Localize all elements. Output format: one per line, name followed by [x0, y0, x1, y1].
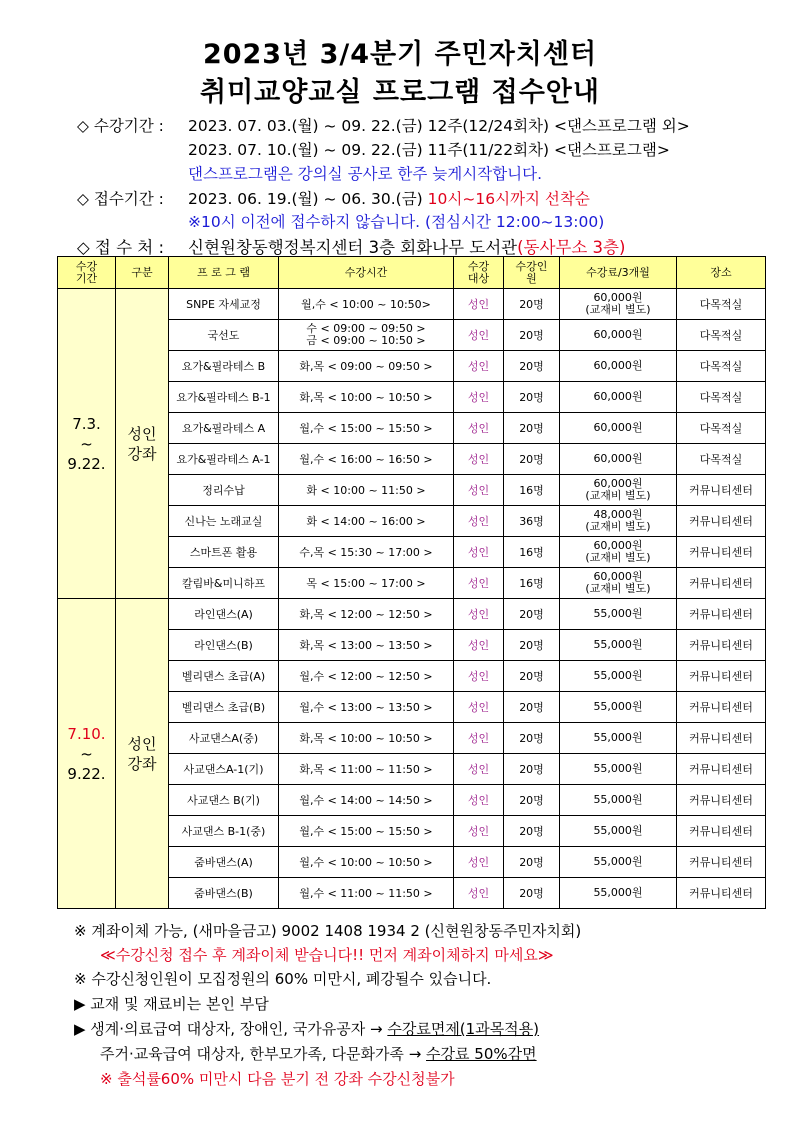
place-cell: 커뮤니티센터	[677, 816, 766, 847]
count-cell: 20명	[504, 444, 560, 475]
target-cell: 성인	[454, 475, 504, 506]
fee-cell: 55,000원	[560, 723, 677, 754]
program-name-cell: SNPE 자세교정	[169, 289, 279, 320]
time-cell: 목 < 15:00 ~ 17:00 >	[279, 568, 454, 599]
target-cell: 성인	[454, 568, 504, 599]
place-cell: 다목적실	[677, 444, 766, 475]
fee-cell: 48,000원 (교재비 별도)	[560, 506, 677, 537]
note-discount	[100, 1043, 537, 1064]
count-cell: 20명	[504, 630, 560, 661]
program-name-cell: 벨리댄스 초급(A)	[169, 661, 279, 692]
place-cell: 다목적실	[677, 413, 766, 444]
place-cell: 다목적실	[677, 320, 766, 351]
fee-cell: 55,000원	[560, 847, 677, 878]
count-cell: 20명	[504, 878, 560, 909]
period-start: 7.10.	[67, 724, 106, 743]
target-cell: 성인	[454, 630, 504, 661]
table-row	[58, 599, 766, 630]
fee-cell: 60,000원 (교재비 별도)	[560, 537, 677, 568]
place-cell: 커뮤니티센터	[677, 785, 766, 816]
fee-cell: 55,000원	[560, 630, 677, 661]
program-name-cell: 라인댄스(B)	[169, 630, 279, 661]
place-cell: 커뮤니티센터	[677, 568, 766, 599]
place-cell: 커뮤니티센터	[677, 630, 766, 661]
place-cell: 커뮤니티센터	[677, 692, 766, 723]
place-cell: 커뮤니티센터	[677, 878, 766, 909]
fee-cell: 55,000원	[560, 599, 677, 630]
count-cell: 16명	[504, 475, 560, 506]
place-cell: 다목적실	[677, 382, 766, 413]
period-note: 댄스프로그램은 강의실 공사로 한주 늦게시작합니다.	[188, 165, 543, 183]
time-cell: 월,수 < 13:00 ~ 13:50 >	[279, 692, 454, 723]
header-time: 수강시간	[279, 257, 454, 289]
program-name-cell: 사교댄스A(중)	[169, 723, 279, 754]
time-cell: 월,수 < 11:00 ~ 11:50 >	[279, 878, 454, 909]
time-cell: 화 < 10:00 ~ 11:50 >	[279, 475, 454, 506]
target-cell: 성인	[454, 537, 504, 568]
place-cell: 다목적실	[677, 351, 766, 382]
title-line1: 2023년 3/4분기 주민자치센터	[202, 39, 598, 70]
target-cell: 성인	[454, 816, 504, 847]
program-name-cell: 국선도	[169, 320, 279, 351]
count-cell: 20명	[504, 289, 560, 320]
time-cell: 화,목 < 13:00 ~ 13:50 >	[279, 630, 454, 661]
header-kind: 구분	[116, 257, 169, 289]
fee-cell: 60,000원	[560, 382, 677, 413]
header-place: 장소	[677, 257, 766, 289]
reception-label: ◇ 접수기간 :	[77, 190, 164, 208]
period-line2: 2023. 07. 10.(월) ~ 09. 22.(금) 11주(11/22회차) <댄스프로그램>	[188, 141, 670, 159]
time-cell: 월,수 < 10:00 ~ 10:50>	[279, 289, 454, 320]
target-cell: 성인	[454, 444, 504, 475]
place-cell: 커뮤니티센터	[677, 537, 766, 568]
reception-note: ※10시 이전에 접수하지 않습니다. (점심시간 12:00~13:00)	[188, 213, 605, 231]
fee-cell: 55,000원	[560, 692, 677, 723]
fee-cell: 60,000원	[560, 320, 677, 351]
header-target: 수강 대상	[454, 257, 504, 289]
time-cell: 월,수 < 16:00 ~ 16:50 >	[279, 444, 454, 475]
fee-cell: 55,000원	[560, 785, 677, 816]
target-cell: 성인	[454, 754, 504, 785]
note-cancel: ※ 수강신청인원이 모집정원의 60% 미만시, 폐강될수 있습니다.	[74, 970, 492, 988]
note-discount-emph: 수강료 50%감면	[426, 1045, 537, 1063]
program-name-cell: 요가&필라테스 B-1	[169, 382, 279, 413]
target-cell: 성인	[454, 351, 504, 382]
kind-cell: 성인 강좌	[116, 599, 169, 909]
fee-cell: 60,000원 (교재비 별도)	[560, 475, 677, 506]
fee-cell: 60,000원	[560, 351, 677, 382]
program-name-cell: 줌바댄스(B)	[169, 878, 279, 909]
time-cell: 화,목 < 09:00 ~ 09:50 >	[279, 351, 454, 382]
time-cell: 월,수 < 12:00 ~ 12:50 >	[279, 661, 454, 692]
count-cell: 16명	[504, 537, 560, 568]
time-cell: 화,목 < 11:00 ~ 11:50 >	[279, 754, 454, 785]
program-name-cell: 사교댄스A-1(기)	[169, 754, 279, 785]
count-cell: 16명	[504, 568, 560, 599]
table-row	[58, 289, 766, 320]
count-cell: 20명	[504, 816, 560, 847]
fee-cell: 55,000원	[560, 754, 677, 785]
time-cell: 월,수 < 15:00 ~ 15:50 >	[279, 816, 454, 847]
header-count: 수강인 원	[504, 257, 560, 289]
count-cell: 20명	[504, 723, 560, 754]
reception-dates: 2023. 06. 19.(월) ~ 06. 30.(금)	[188, 190, 423, 208]
time-cell: 월,수 < 10:00 ~ 10:50 >	[279, 847, 454, 878]
reception-line	[188, 187, 590, 209]
place-cell: 커뮤니티센터	[677, 723, 766, 754]
program-name-cell: 라인댄스(A)	[169, 599, 279, 630]
reception-time: 10시~16시까지 선착순	[427, 190, 590, 208]
target-cell: 성인	[454, 847, 504, 878]
program-name-cell: 신나는 노래교실	[169, 506, 279, 537]
place-cell: 커뮤니티센터	[677, 599, 766, 630]
time-cell: 화 < 14:00 ~ 16:00 >	[279, 506, 454, 537]
place-cell: 커뮤니티센터	[677, 754, 766, 785]
count-cell: 20명	[504, 413, 560, 444]
period-cell	[58, 599, 116, 909]
program-name-cell: 줌바댄스(A)	[169, 847, 279, 878]
time-cell: 월,수 < 14:00 ~ 14:50 >	[279, 785, 454, 816]
fee-cell: 55,000원	[560, 878, 677, 909]
target-cell: 성인	[454, 692, 504, 723]
table-header-row	[58, 257, 766, 289]
count-cell: 36명	[504, 506, 560, 537]
header-program: 프 로 그 램	[169, 257, 279, 289]
program-name-cell: 요가&필라테스 B	[169, 351, 279, 382]
header-period: 수강 기간	[58, 257, 116, 289]
count-cell: 20명	[504, 692, 560, 723]
place-cell: 커뮤니티센터	[677, 661, 766, 692]
note-exempt-prefix: ▶ 생계·의료급여 대상자, 장애인, 국가유공자 →	[74, 1020, 388, 1038]
time-cell: 화,목 < 10:00 ~ 10:50 >	[279, 382, 454, 413]
count-cell: 20명	[504, 320, 560, 351]
note-materials: ▶ 교재 및 재료비는 본인 부담	[74, 995, 269, 1013]
count-cell: 20명	[504, 661, 560, 692]
program-name-cell: 사교댄스 B(기)	[169, 785, 279, 816]
place-text: 신현원창동행정복지센터 3층 회화나무 도서관	[188, 238, 518, 257]
place-cell: 커뮤니티센터	[677, 475, 766, 506]
program-name-cell: 요가&필라테스 A	[169, 413, 279, 444]
count-cell: 20명	[504, 351, 560, 382]
count-cell: 20명	[504, 382, 560, 413]
program-name-cell: 사교댄스 B-1(중)	[169, 816, 279, 847]
note-attendance: ※ 출석률60% 미만시 다음 분기 전 강좌 수강신청불가	[100, 1070, 455, 1088]
fee-cell: 60,000원 (교재비 별도)	[560, 568, 677, 599]
program-name-cell: 칼림바&미니하프	[169, 568, 279, 599]
place-paren: (동사무소 3층)	[517, 238, 626, 257]
place-cell: 다목적실	[677, 289, 766, 320]
target-cell: 성인	[454, 785, 504, 816]
note-transfer-warning: ≪수강신청 접수 후 계좌이체 받습니다!! 먼저 계좌이체하지 마세요≫	[100, 946, 554, 964]
count-cell: 20명	[504, 847, 560, 878]
note-discount-prefix: 주거·교육급여 대상자, 한부모가족, 다문화가족 →	[100, 1045, 427, 1063]
fee-cell: 60,000원	[560, 413, 677, 444]
place-cell: 커뮤니티센터	[677, 506, 766, 537]
target-cell: 성인	[454, 382, 504, 413]
time-cell: 월,수 < 15:00 ~ 15:50 >	[279, 413, 454, 444]
program-name-cell: 스마트폰 활용	[169, 537, 279, 568]
fee-cell: 55,000원	[560, 661, 677, 692]
count-cell: 20명	[504, 754, 560, 785]
fee-cell: 60,000원	[560, 444, 677, 475]
count-cell: 20명	[504, 599, 560, 630]
period-rest: ~ 9.22.	[67, 744, 106, 783]
fee-cell: 60,000원 (교재비 별도)	[560, 289, 677, 320]
note-exempt-emph: 수강료면제(1과목적용)	[387, 1020, 540, 1038]
time-cell: 수 < 09:00 ~ 09:50 > 금 < 09:00 ~ 10:50 >	[279, 320, 454, 351]
place-cell: 커뮤니티센터	[677, 847, 766, 878]
fee-cell: 55,000원	[560, 816, 677, 847]
time-cell: 화,목 < 12:00 ~ 12:50 >	[279, 599, 454, 630]
kind-cell: 성인 강좌	[116, 289, 169, 599]
note-transfer: ※ 계좌이체 가능, (새마을금고) 9002 1408 1934 2 (신현원창동주민자치회)	[74, 922, 582, 940]
target-cell: 성인	[454, 878, 504, 909]
target-cell: 성인	[454, 599, 504, 630]
note-exempt	[74, 1018, 539, 1039]
program-name-cell: 정리수납	[169, 475, 279, 506]
time-cell: 수,목 < 15:30 ~ 17:00 >	[279, 537, 454, 568]
target-cell: 성인	[454, 723, 504, 754]
program-table	[57, 256, 766, 909]
title-line2: 취미교양교실 프로그램 접수안내	[200, 77, 600, 108]
target-cell: 성인	[454, 289, 504, 320]
target-cell: 성인	[454, 506, 504, 537]
period-label: ◇ 수강기간 :	[77, 117, 164, 135]
place-label: ◇ 접 수 처 :	[77, 238, 165, 257]
target-cell: 성인	[454, 413, 504, 444]
header-fee: 수강료/3개월	[560, 257, 677, 289]
period-line1: 2023. 07. 03.(월) ~ 09. 22.(금) 12주(12/24회차) <댄스프로그램 외>	[188, 117, 690, 135]
program-name-cell: 요가&필라테스 A-1	[169, 444, 279, 475]
program-name-cell: 벨리댄스 초급(B)	[169, 692, 279, 723]
place-line	[188, 234, 625, 258]
target-cell: 성인	[454, 320, 504, 351]
target-cell: 성인	[454, 661, 504, 692]
period-cell: 7.3. ~ 9.22.	[58, 289, 116, 599]
time-cell: 화,목 < 10:00 ~ 10:50 >	[279, 723, 454, 754]
count-cell: 20명	[504, 785, 560, 816]
